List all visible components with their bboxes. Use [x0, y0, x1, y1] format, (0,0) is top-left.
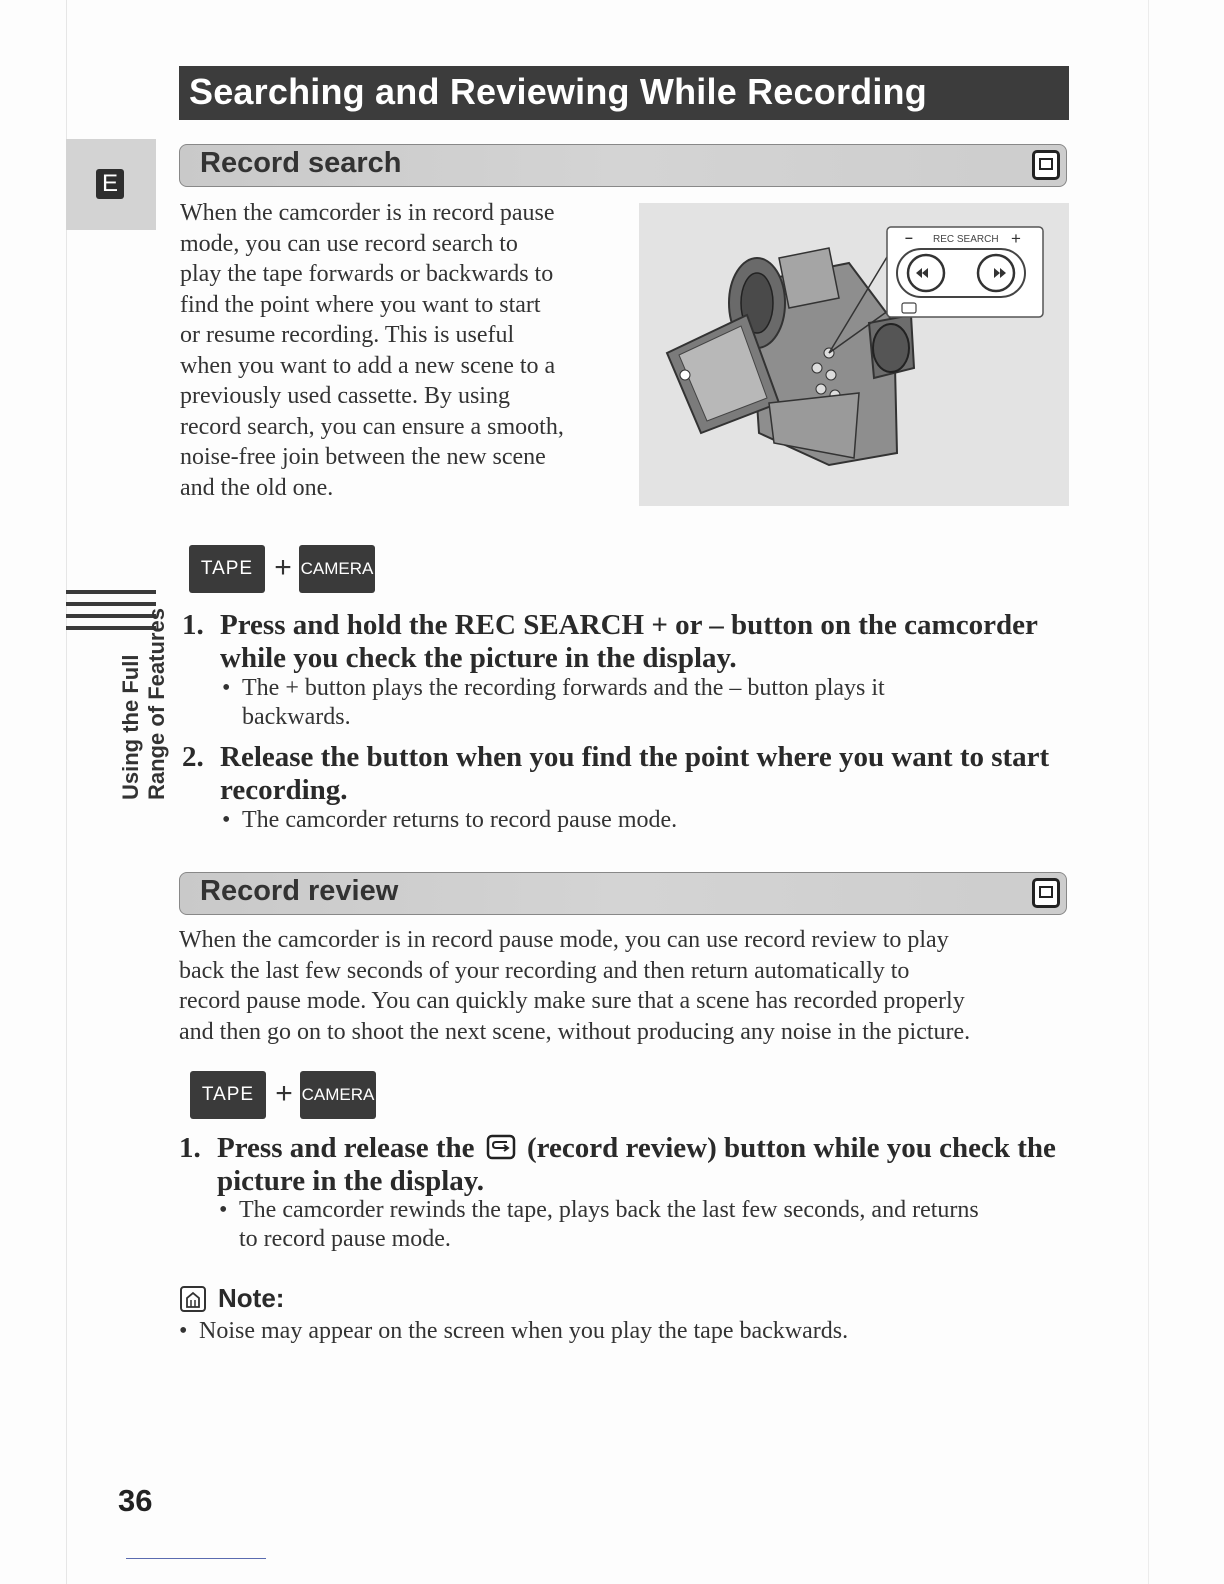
tape-mode-badge: TAPE [190, 1071, 266, 1119]
step-line: Release the button when you find the point where you want to start [220, 741, 1050, 773]
step-line [217, 1132, 1056, 1165]
intro-line: and then go on to shoot the next scene, without producing any noise in the picture. [179, 1018, 971, 1045]
bullet-line: to record pause mode. [239, 1226, 451, 1252]
bullet-dot: • [179, 1318, 188, 1344]
intro-line: play the tape forwards or backwards to [180, 261, 554, 287]
step-line-end: (record review) button while you check the [526, 1132, 1056, 1164]
note-heading: Note: [218, 1283, 285, 1313]
camera-mode-badge: CAMERA [300, 1071, 376, 1119]
intro-line: When the camcorder is in record pause [180, 200, 555, 226]
bullet-line: backwards. [242, 704, 351, 730]
step-number: 1. [182, 609, 204, 641]
bullet-dot: • [219, 1197, 228, 1223]
review-step-1 [179, 1132, 1074, 1202]
camera-mode-badge: CAMERA [299, 545, 375, 593]
intro-line: noise-free join between the new scene [180, 444, 546, 470]
record-review-icon [486, 1134, 516, 1160]
rec-search-minus-label: – [905, 229, 913, 245]
tab-line [66, 590, 156, 594]
page-title-bar [179, 66, 1069, 120]
record-search-intro [180, 198, 620, 503]
bullet-dot: • [222, 675, 231, 701]
page-number: 36 [118, 1483, 153, 1518]
intro-line: When the camcorder is in record pause mode, you can use record review to play [179, 927, 949, 953]
step-line: Press and hold the REC SEARCH + or – button on the camcorder [220, 609, 1038, 641]
camera-mode-icon [1032, 150, 1060, 180]
page-edge-right [1148, 0, 1149, 1584]
intro-line: record search, you can ensure a smooth, [180, 413, 564, 440]
camcorder-illustration [639, 203, 1069, 506]
note-icon [179, 1285, 207, 1313]
intro-line: and the old one. [180, 474, 334, 501]
step-line: picture in the display. [217, 1165, 484, 1197]
plus-sign: + [274, 551, 292, 584]
chapter-label-line: Using the Full [118, 654, 143, 800]
intro-line: back the last few seconds of your recording and then return automatically to [179, 957, 910, 984]
review-step-1-bullet [219, 1196, 1079, 1256]
step-line: recording. [220, 774, 348, 806]
bullet-dot: • [222, 807, 231, 833]
record-search-heading: Record search [200, 147, 402, 179]
step-number: 2. [182, 741, 204, 773]
search-step-2 [182, 741, 1072, 811]
rec-search-plus-label: + [1011, 229, 1021, 248]
note-line: Noise may appear on the screen when you play the tape backwards. [199, 1318, 849, 1344]
footer-rule [126, 1558, 266, 1559]
intro-line: when you want to add a new scene to a [180, 352, 556, 379]
intro-line: mode, you can use record search to [180, 230, 518, 257]
camcorder-drawing [639, 203, 1069, 506]
step-line: while you check the picture in the display. [220, 642, 737, 674]
chapter-label [118, 608, 170, 800]
record-search-heading-bar [179, 144, 1067, 187]
intro-line: find the point where you want to start [180, 291, 541, 318]
step-number: 1. [179, 1132, 201, 1164]
tab-line [66, 602, 156, 606]
record-review-intro [179, 925, 1069, 1047]
rec-search-label: REC SEARCH [933, 234, 999, 245]
bullet-line: The + button plays the recording forwards and the – button plays it [242, 675, 885, 701]
record-review-heading: Record review [200, 875, 399, 907]
intro-line: record pause mode. You can quickly make sure that a scene has recorded properly [179, 988, 965, 1014]
search-step-2-bullet [222, 806, 1072, 838]
note-item [179, 1317, 1069, 1349]
intro-line: previously used cassette. By using [180, 383, 510, 409]
tape-mode-badge: TAPE [189, 545, 265, 593]
mode-indicator [189, 545, 379, 593]
search-step-1-bullet [222, 674, 1072, 734]
step-line-start: Press and release the [217, 1132, 475, 1164]
mode-indicator [190, 1071, 380, 1119]
page-title: Searching and Reviewing While Recording [189, 71, 927, 112]
intro-line: or resume recording. This is useful [180, 322, 515, 348]
language-tab [66, 139, 156, 230]
page-edge-left [66, 0, 67, 1584]
record-review-heading-bar [179, 872, 1067, 915]
chapter-label-line: Range of Features [144, 608, 169, 800]
search-step-1 [182, 609, 1072, 679]
bullet-line: The camcorder rewinds the tape, plays back the last few seconds, and returns [239, 1197, 979, 1223]
plus-sign: + [275, 1077, 293, 1110]
language-letter: E [96, 169, 124, 199]
bullet-line: The camcorder returns to record pause mode. [242, 807, 678, 833]
camera-mode-icon [1032, 878, 1060, 908]
